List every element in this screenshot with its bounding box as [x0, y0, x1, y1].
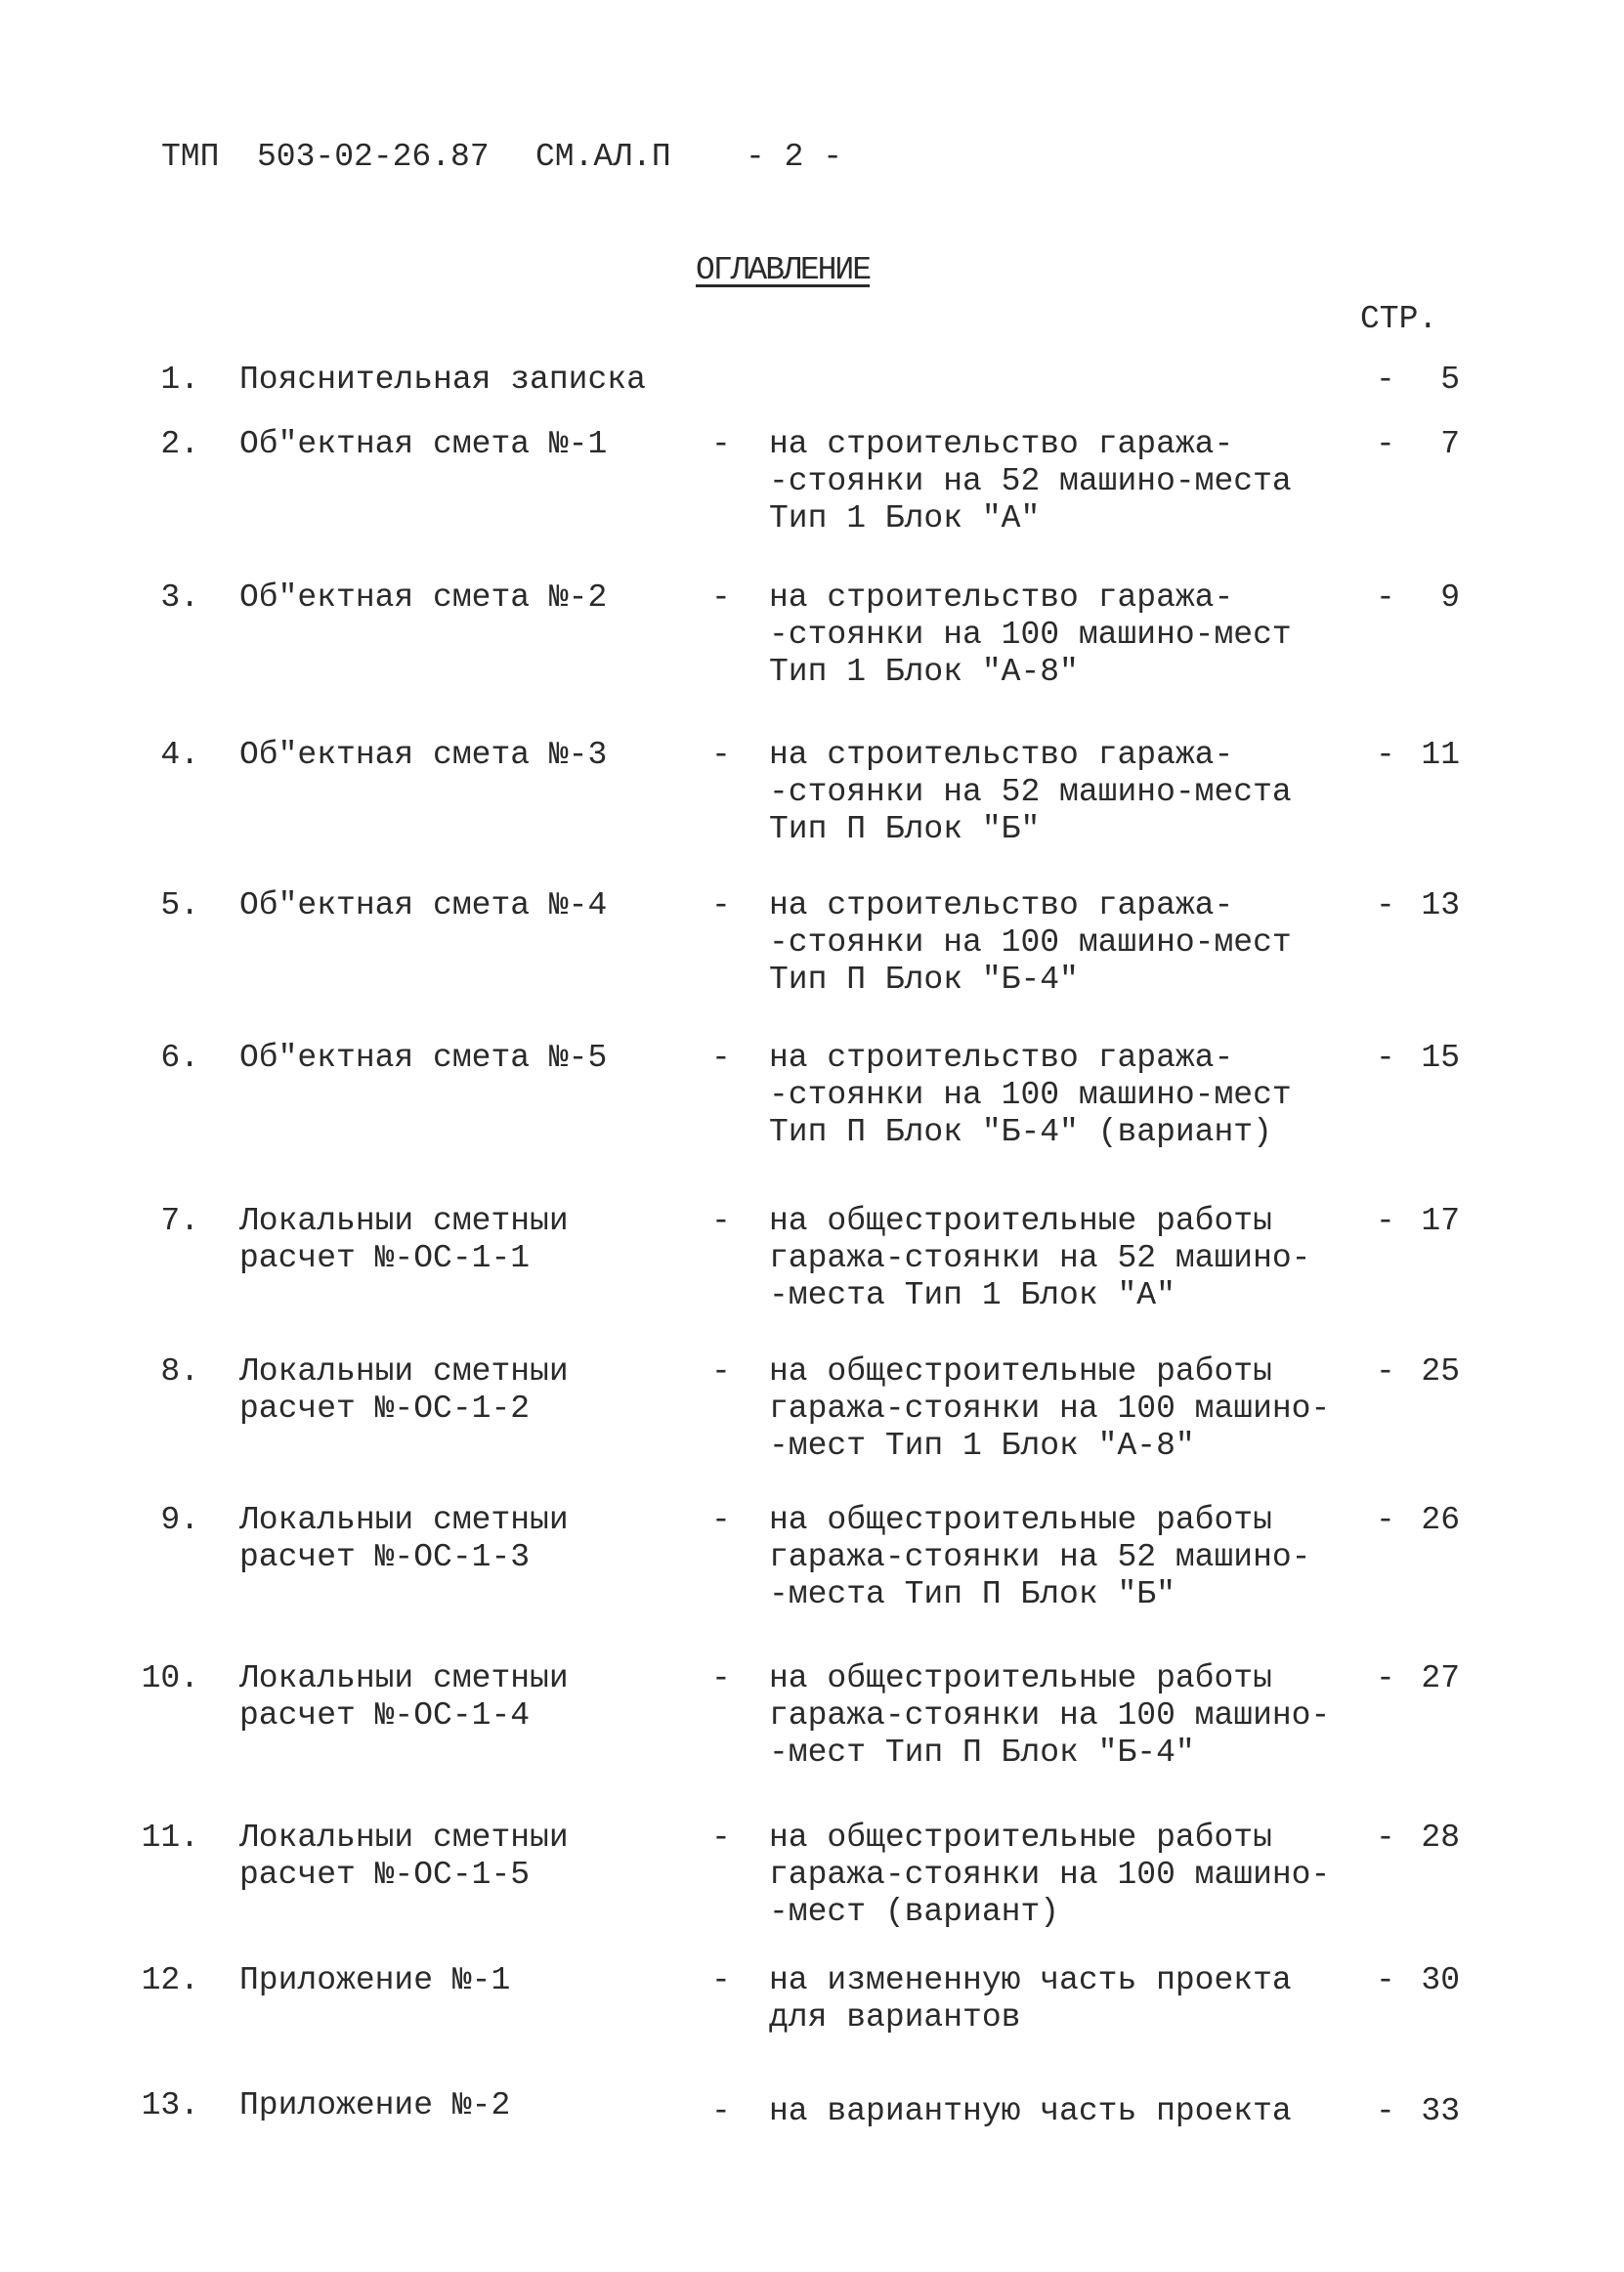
page-dash: -	[1376, 426, 1395, 462]
entry-page: 17	[1421, 1203, 1460, 1239]
entry-description-line: гаража-стоянки на 100 машино-	[769, 1697, 1331, 1734]
page-title: ОГЛАВЛЕНИЕ	[696, 252, 871, 288]
entry-dash: -	[711, 1820, 731, 1856]
entry-title	[239, 1962, 510, 1999]
page-dash: -	[1376, 1820, 1395, 1856]
entry-description-line: -стоянки на 100 машино-мест	[769, 1077, 1292, 1113]
entry-title	[239, 2087, 510, 2124]
entry-description	[769, 1660, 1330, 1772]
entry-title-line: Пояснительная записка	[239, 362, 646, 398]
entry-description-line: -мест (вариант)	[769, 1894, 1060, 1930]
entry-description-line: на вариантную часть проекта	[769, 2093, 1292, 2129]
entry-description-line: -места Тип П Блок "Б"	[769, 1576, 1175, 1612]
entry-dash: -	[711, 1660, 731, 1696]
page-dash: -	[1376, 1040, 1395, 1076]
entry-page: 25	[1421, 1353, 1460, 1390]
entry-title-line: расчет №-ОС-1-5	[239, 1857, 531, 1893]
entry-title	[239, 1820, 569, 1894]
page-dash: -	[1376, 737, 1395, 773]
entry-title	[239, 1660, 569, 1735]
entry-title-line: Приложение №-2	[239, 2087, 511, 2123]
entry-description-line: -мест Тип П Блок "Б-4"	[769, 1735, 1195, 1771]
entry-title-line: расчет №-ОС-1-2	[239, 1391, 531, 1427]
page-dash: -	[1376, 887, 1395, 923]
entry-description-line: Тип П Блок "Б-4"	[769, 962, 1079, 998]
entry-description-line: на общестроительные работы	[769, 1502, 1272, 1538]
entry-title-line: Об"ектная смета №-3	[239, 737, 608, 773]
entry-number: 9.	[160, 1502, 199, 1538]
entry-page: 5	[1440, 362, 1460, 398]
entry-number: 8.	[160, 1353, 199, 1390]
entry-title-line: Об"ектная смета №-5	[239, 1040, 608, 1076]
entry-description-line: гаража-стоянки на 100 машино-	[769, 1391, 1331, 1427]
entry-number: 11.	[141, 1820, 199, 1856]
entry-page: 33	[1421, 2093, 1460, 2129]
entry-dash: -	[711, 2093, 731, 2129]
entry-number: 2.	[160, 426, 199, 462]
entry-description-line: -стоянки на 100 машино-мест	[769, 924, 1292, 961]
entry-title	[239, 362, 646, 399]
entry-title	[239, 1353, 569, 1428]
entry-title-line: расчет №-ОС-1-4	[239, 1697, 531, 1734]
entry-dash: -	[711, 887, 731, 923]
entry-dash: -	[711, 579, 731, 616]
entry-dash: -	[711, 1502, 731, 1538]
entry-description-line: Тип П Блок "Б"	[769, 811, 1041, 847]
entry-description-line: на измененную часть проекта	[769, 1962, 1292, 1998]
entry-description-line: на общестроительные работы	[769, 1353, 1272, 1390]
entry-page: 11	[1421, 737, 1460, 773]
entry-dash: -	[711, 737, 731, 773]
entry-dash: -	[711, 1203, 731, 1239]
entry-description-line: гаража-стоянки на 100 машино-	[769, 1857, 1331, 1893]
entry-description-line: -стоянки на 52 машино-места	[769, 774, 1292, 810]
page-dash: -	[1376, 1203, 1395, 1239]
entry-title	[239, 1502, 569, 1576]
page-dash: -	[1376, 362, 1395, 398]
entry-description-line: для вариантов	[769, 1999, 1021, 2036]
entry-description	[769, 1962, 1292, 2036]
entry-number: 13.	[141, 2087, 199, 2123]
entry-description-line: -места Тип 1 Блок "А"	[769, 1277, 1175, 1313]
page-dash: -	[1376, 579, 1395, 616]
entry-title	[239, 1040, 607, 1077]
entry-number: 1.	[160, 362, 199, 398]
entry-description-line: -стоянки на 52 машино-места	[769, 463, 1292, 499]
entry-number: 3.	[160, 579, 199, 616]
entry-description-line: Тип 1 Блок "А"	[769, 500, 1041, 536]
entry-number: 12.	[141, 1962, 199, 1998]
entry-description	[769, 1040, 1292, 1151]
doc-code-prefix: ТМП	[161, 139, 220, 175]
page-dash: -	[1376, 1962, 1395, 1998]
entry-dash: -	[711, 1353, 731, 1390]
entry-page: 7	[1440, 426, 1460, 462]
entry-description-line: на строительство гаража-	[769, 426, 1234, 462]
doc-section: СМ.АЛ.П	[535, 139, 671, 175]
entry-description-line: на общестроительные работы	[769, 1820, 1272, 1856]
entry-number: 10.	[141, 1660, 199, 1696]
page-dash: -	[1376, 1353, 1395, 1390]
entry-number: 5.	[160, 887, 199, 923]
entry-description-line: на строительство гаража-	[769, 579, 1234, 616]
entry-dash: -	[711, 1962, 731, 1998]
entry-description	[769, 737, 1292, 848]
entry-description-line: на общестроительные работы	[769, 1203, 1272, 1239]
entry-title-line: Локальныи сметныи	[239, 1502, 569, 1538]
entry-page: 9	[1440, 579, 1460, 616]
entry-page: 13	[1421, 887, 1460, 923]
entry-title	[239, 426, 607, 463]
entry-title-line: Локальныи сметныи	[239, 1820, 569, 1856]
page-column-label: СТР.	[1360, 301, 1438, 337]
entry-title-line: Об"ектная смета №-4	[239, 887, 608, 923]
entry-number: 7.	[160, 1203, 199, 1239]
entry-page: 26	[1421, 1502, 1460, 1538]
entry-description	[769, 1820, 1330, 1931]
entry-description-line: на строительство гаража-	[769, 1040, 1234, 1076]
entry-number: 6.	[160, 1040, 199, 1076]
entry-page: 15	[1421, 1040, 1460, 1076]
doc-code-number: 503-02-26.87	[257, 139, 490, 175]
entry-page: 30	[1421, 1962, 1460, 1998]
entry-title-line: Об"ектная смета №-2	[239, 579, 608, 616]
entry-dash: -	[711, 426, 731, 462]
entry-dash: -	[711, 1040, 731, 1076]
page-dash: -	[1376, 1660, 1395, 1696]
entry-title	[239, 579, 607, 617]
entry-title-line: расчет №-ОС-1-3	[239, 1539, 531, 1575]
entry-description-line: гаража-стоянки на 52 машино-	[769, 1240, 1311, 1276]
entry-description-line: на строительство гаража-	[769, 887, 1234, 923]
entry-title-line: Локальныи сметныи	[239, 1203, 569, 1239]
entry-page: 28	[1421, 1820, 1460, 1856]
entry-title-line: Приложение №-1	[239, 1962, 511, 1998]
entry-title-line: Локальныи сметныи	[239, 1353, 569, 1390]
entry-description-line: гаража-стоянки на 52 машино-	[769, 1539, 1311, 1575]
entry-description-line: -стоянки на 100 машино-мест	[769, 617, 1292, 653]
entry-description	[769, 2093, 1292, 2130]
page-number: - 2 -	[746, 139, 843, 175]
entry-description-line: на общестроительные работы	[769, 1660, 1272, 1696]
entry-number: 4.	[160, 737, 199, 773]
entry-title-line: Локальныи сметныи	[239, 1660, 569, 1696]
entry-title	[239, 887, 607, 924]
entry-description	[769, 1353, 1330, 1465]
entry-title-line: Об"ектная смета №-1	[239, 426, 608, 462]
entry-description-line: Тип П Блок "Б-4" (вариант)	[769, 1114, 1272, 1150]
entry-description	[769, 579, 1292, 691]
entry-description-line: на строительство гаража-	[769, 737, 1234, 773]
entry-description-line: Тип 1 Блок "А-8"	[769, 654, 1079, 690]
entry-description	[769, 1203, 1311, 1314]
page-dash: -	[1376, 1502, 1395, 1538]
entry-description-line: -мест Тип 1 Блок "А-8"	[769, 1428, 1195, 1464]
page-dash: -	[1376, 2093, 1395, 2129]
entry-title	[239, 737, 607, 774]
entry-description	[769, 426, 1292, 537]
entry-title-line: расчет №-ОС-1-1	[239, 1240, 531, 1276]
entry-title	[239, 1203, 569, 1277]
entry-description	[769, 1502, 1311, 1613]
entry-description	[769, 887, 1292, 999]
entry-page: 27	[1421, 1660, 1460, 1696]
